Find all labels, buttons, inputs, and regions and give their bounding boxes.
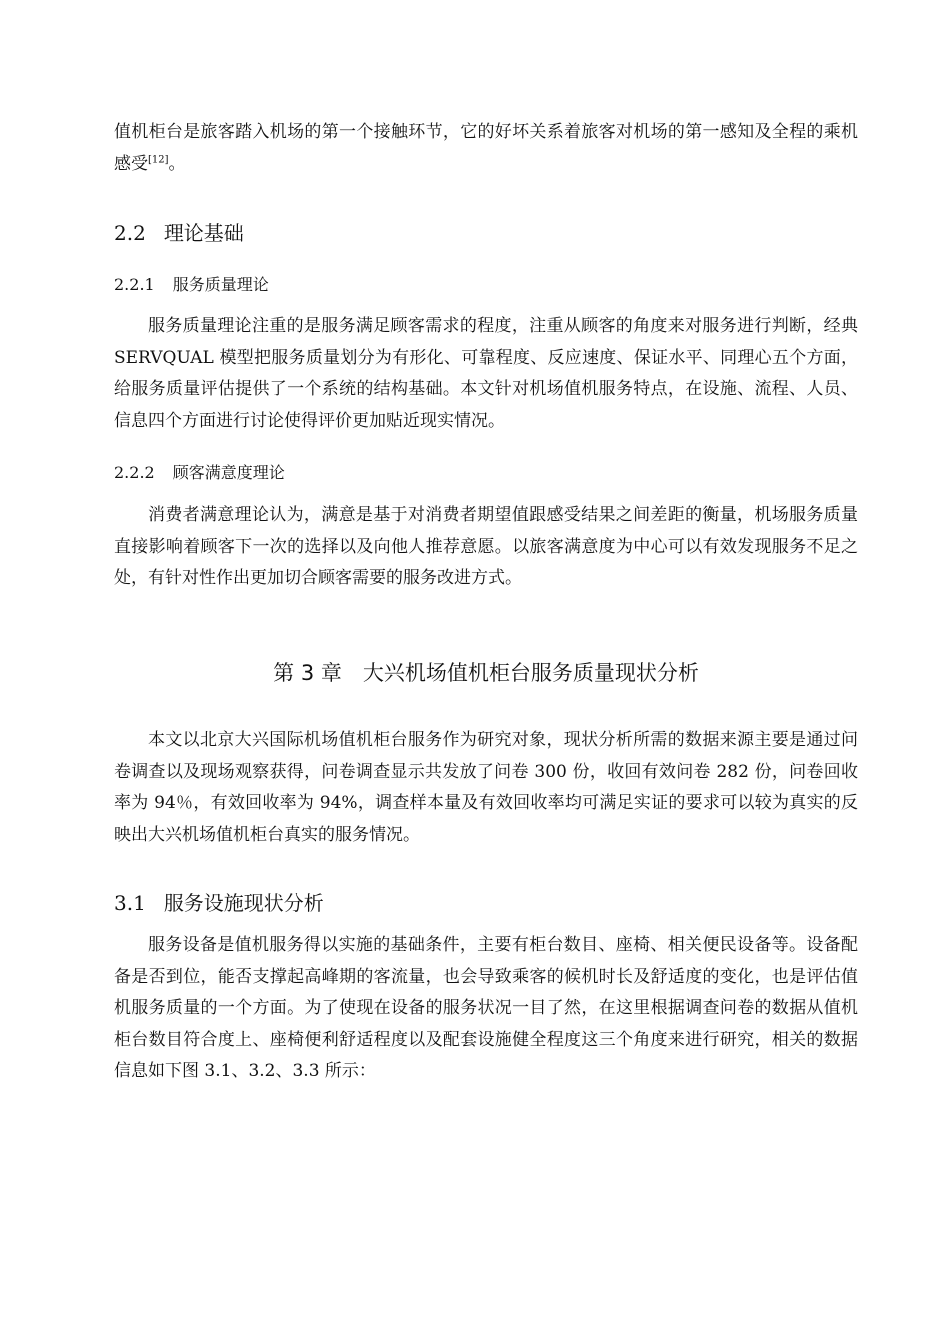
section-2-2-2-heading (114, 461, 858, 485)
section-2-2-heading (114, 219, 858, 247)
paragraph-text: 服务设备是值机服务得以实施的基础条件，主要有柜台数目、座椅、相关便民设备等。设备配备是否到位，能否支撑起高峰期的客流量，也会导致乘客的候机时长及舒适度的变化，也是评估值机服务质量的一个方面。为了使现在设备的服务状况一目了然，在这里根据调查问卷的数据从值机柜台数目符合度上、座椅便利舒适程度以及配套设施健全程度这三个角度来进行研究，相关的数据信息如下图 3.1、3.2、3.3 所示： (114, 935, 858, 1081)
intro-period: 。 (168, 153, 186, 174)
subsection-number: 2.2.1 (114, 275, 155, 294)
paragraph-text: 本文以北京大兴国际机场值机柜台服务作为研究对象，现状分析所需的数据来源主要是通过问卷调查以及现场观察获得，问卷调查显示共发放了问卷 300 份，收回有效问卷 282 份，问卷回收率为 94％，有效回收率为 94%，调查样本量及有效回收率均可满足实证的要求可以较为真实的反映出大兴机场值机柜台真实的服务情况。 (114, 730, 858, 845)
subsection-title: 服务质量理论 (172, 275, 269, 294)
section-2-2-1-heading (114, 273, 858, 297)
subsection-title: 顾客满意度理论 (172, 463, 285, 482)
intro-paragraph (114, 117, 858, 180)
subsection-number: 2.2.2 (114, 463, 155, 482)
chapter-3-intro-paragraph (114, 725, 858, 851)
section-number: 2.2 (114, 221, 146, 245)
section-title: 理论基础 (163, 221, 244, 245)
intro-text (114, 117, 858, 180)
paragraph-text: 服务质量理论注重的是服务满足顾客需求的程度，注重从顾客的角度来对服务进行判断，经典 SERVQUAL 模型把服务质量划分为有形化、可靠程度、反应速度、保证水平、同理心五个方面，给服务质量评估提供了一个系统的结构基础。本文针对机场值机服务特点，在设施、流程、人员、信息四个方面进行讨论使得评价更加贴近现实情况。 (114, 316, 858, 431)
satisfaction-paragraph (114, 500, 858, 595)
section-title: 服务设施现状分析 (163, 891, 324, 915)
chapter-3-heading (114, 658, 858, 688)
section-number: 3.1 (114, 891, 146, 915)
section-3-1-heading (114, 889, 858, 917)
facility-paragraph (114, 930, 858, 1088)
chapter-title: 第 3 章 大兴机场值机柜台服务质量现状分析 (273, 661, 699, 685)
paragraph-text: 消费者满意理论认为，满意是基于对消费者期望值跟感受结果之间差距的衡量，机场服务质量直接影响着顾客下一次的选择以及向他人推荐意愿。以旅客满意度为中心可以有效发现服务不足之处，有针对性作出更加切合顾客需要的服务改进方式。 (114, 505, 858, 588)
intro-body: 值机柜台是旅客踏入机场的第一个接触环节，它的好坏关系着旅客对机场的第一感知及全程的乘机感受 (114, 122, 858, 174)
citation-ref: [12] (148, 153, 169, 165)
service-quality-paragraph (114, 311, 858, 437)
